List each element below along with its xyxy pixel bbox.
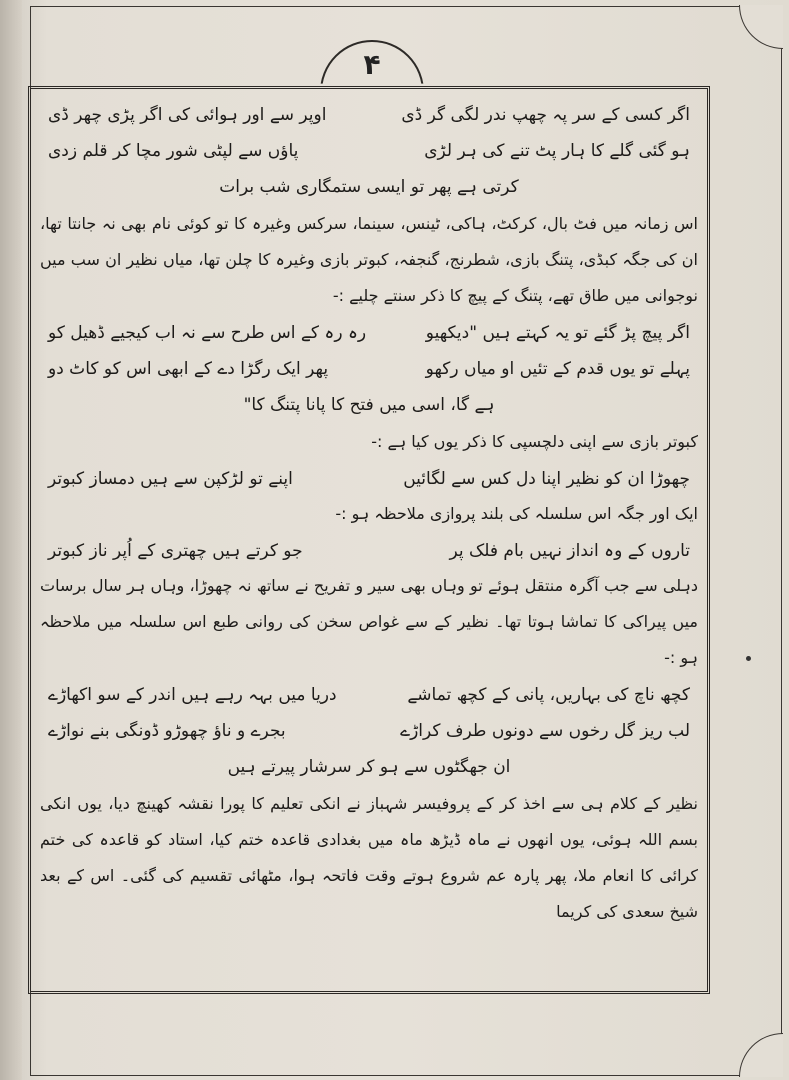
verse-hemistich-right: چھوڑا ان کو نظیر اپنا دل کس سے لگائیں: [403, 468, 690, 489]
verse-hemistich-left: اوپر سے اور ہوائی کی اگر پڑی چھر ڈی: [48, 104, 327, 125]
prose-paragraph: ایک اور جگہ اس سلسلہ کی بلند پروازی ملاحظہ ہو :-: [335, 504, 698, 523]
verse-closing-line: کرتی ہے پھر تو ایسی ستمگاری شب برات: [219, 177, 519, 197]
verse-hemistich-right: پہلے تو یوں قدم کے تئیں او میاں رکھو: [425, 358, 690, 379]
ink-speck: [746, 656, 751, 661]
verse-couplet: [36, 314, 702, 350]
verse-hemistich-right: تاروں کے وہ انداز نہیں بام فلک پر: [449, 540, 690, 561]
verse-closing-line: ان جھگٹوں سے ہو کر سرشار پیرتے ہیں: [227, 757, 511, 777]
verse-couplet: [36, 676, 702, 712]
book-spine-shadow: [0, 0, 22, 1080]
verse-hemistich-left: رہ رہ کے اس طرح سے نہ اب کیجیے ڈھیل کو: [48, 322, 367, 343]
verse-hemistich-left: بجرے و ناؤ چھوڑو ڈونگی بنے نواڑے: [48, 720, 286, 741]
prose-paragraph: اس زمانہ میں فٹ بال، کرکٹ، ہاکی، ٹینس، سینما، سرکس وغیرہ کا تو کوئی نام بھی نہ جانتا تھا، ان کی جگہ کبڈی، پتنگ بازی، شطرنج، گنجفہ، کبوتر بازی وغیرہ کا چلن تھا، میاں نظیر ان سب میں نوجوانی میں طاق تھے، پتنگ کے پیچ کا ذکر سنتے چلیے :-: [40, 214, 698, 305]
verse-hemistich-right: لب ریز گل رخوں سے دونوں طرف کراڑے: [400, 720, 690, 741]
verse-couplet: [36, 350, 702, 386]
verse-couplet: [36, 460, 702, 496]
verse-hemistich-left: جو کرتے ہیں چھتری کے اُپر ناز کبوتر: [48, 540, 303, 561]
verse-hemistich-left: دریا میں بہہ رہے ہیں اندر کے سو اکھاڑے: [48, 684, 337, 705]
verse-hemistich-right: کچھ ناچ کی بہاریں، پانی کے کچھ تماشے: [407, 684, 690, 705]
verse-couplet: [36, 132, 702, 168]
verse-hemistich-right: اگر پیچ پڑ گئے تو یہ کہتے ہیں "دیکھیو: [425, 322, 690, 343]
prose-paragraph: نظیر کے کلام ہی سے اخذ کر کے پروفیسر شہباز نے انکی تعلیم کا پورا نقشہ کھینچ دیا، یوں انکی بسم اللہ ہوئی، یوں انھوں نے ماہ ڈیڑھ ماہ میں بغدادی قاعدہ ختم کیا، استاد کو قاعدہ کی ختم کرائی کا انعام ملا، پھر پارہ عم شروع ہوتے وقت فاتحہ ہوا، مٹھائی تقسیم کی گئی۔ اس کے بعد شیخ سعدی کی کریما: [40, 794, 698, 921]
verse-couplet: [36, 96, 702, 132]
verse-hemistich-right: ہو گئی گلے کا ہار پٹ تنے کی ہر لڑی: [424, 140, 690, 161]
prose-paragraph: کبوتر بازی سے اپنی دلچسپی کا ذکر یوں کیا ہے :-: [371, 432, 698, 451]
page-number: ۴: [363, 48, 381, 81]
verse-hemistich-left: اپنے تو لڑکپن سے ہیں دمساز کبوتر: [48, 468, 293, 489]
corner-ornament-top-right: [739, 5, 783, 49]
corner-ornament-bottom-right: [739, 1033, 783, 1077]
verse-couplet: [36, 712, 702, 748]
verse-hemistich-left: پاؤں سے لپٹی شور مچا کر قلم زدی: [48, 140, 299, 161]
prose-paragraph: دہلی سے جب آگرہ منتقل ہوئے تو وہاں بھی سیر و تفریح نے ساتھ نہ چھوڑا، وہاں ہر سال برسات میں پیراکی کا تماشا ہوتا تھا۔ نظیر کے سے غواص سخن کی روانی طبع اس سلسلہ میں ملاحظہ ہو :-: [40, 576, 699, 667]
verse-closing-line: ہے گا، اسی میں فتح کا پانا پتنگ کا": [243, 395, 495, 415]
verse-hemistich-left: پھر ایک رگڑا دے کے ابھی اس کو کاٹ دو: [48, 358, 329, 379]
page-text: [36, 96, 702, 986]
verse-hemistich-right: اگر کسی کے سر پہ چھپ ندر لگی گر ڈی: [401, 104, 690, 125]
verse-couplet: [36, 532, 702, 568]
